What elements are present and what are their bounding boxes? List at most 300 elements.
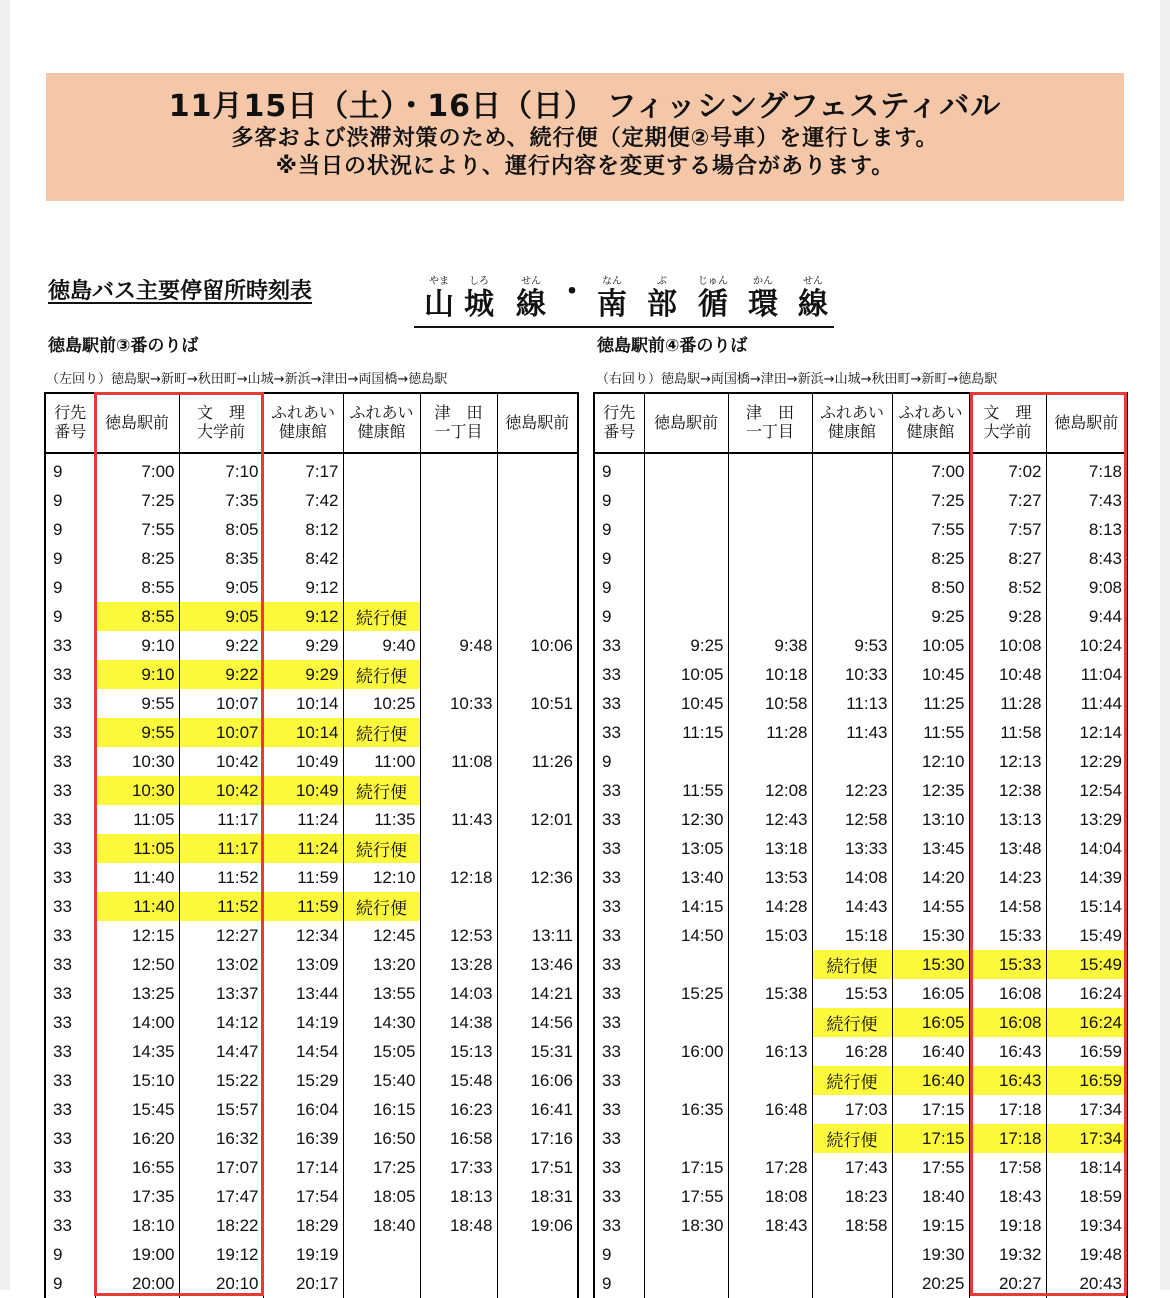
time-cell: 11:17 [179,805,263,834]
time-cell: 11:05 [95,834,179,863]
time-cell [728,747,812,776]
banner-title: 11月15日（土）・16日（日） フィッシングフェスティバル [168,89,1002,124]
time-cell: 10:08 [969,631,1046,660]
route-title-char: ぶ 部 [647,276,677,322]
time-cell [420,1269,497,1298]
time-cell: 11:58 [969,718,1046,747]
time-cell [420,486,497,515]
time-cell [420,573,497,602]
table-row [45,1008,578,1037]
time-cell: 18:14 [1046,1153,1127,1182]
time-cell [420,718,497,747]
route-number-cell: 33 [45,1008,95,1037]
time-cell: 9:44 [1046,602,1127,631]
time-cell: 12:10 [892,747,969,776]
column-header: 徳島駅前 [1046,393,1127,453]
time-cell: 16:35 [644,1095,728,1124]
left-route-path: （左回り）徳島駅→新町→秋田町→山城→新浜→津田→両国橋→徳島駅 [46,372,448,387]
time-cell: 10:05 [892,631,969,660]
table-row [45,515,578,544]
time-cell: 7:17 [263,453,343,486]
time-cell: 13:25 [95,979,179,1008]
table-row [594,776,1127,805]
route-title-char: せん 線 [798,276,828,322]
time-cell: 13:53 [728,863,812,892]
time-cell [343,515,420,544]
table-row [45,1269,578,1298]
time-cell [420,776,497,805]
table-row [594,834,1127,863]
time-cell: 9:55 [95,718,179,747]
time-cell: 続行便 [343,834,420,863]
table-row [594,1037,1127,1066]
time-cell: 13:33 [812,834,892,863]
time-cell: 11:52 [179,863,263,892]
time-cell: 12:27 [179,921,263,950]
table-row [594,1240,1127,1269]
time-cell: 13:09 [263,950,343,979]
route-number-cell: 33 [594,631,644,660]
banner-line-2: ※当日の状況により、運行内容を変更する場合があります。 [275,154,895,179]
time-cell: 9:08 [1046,573,1127,602]
time-cell: 13:45 [892,834,969,863]
time-cell: 12:45 [343,921,420,950]
time-cell: 19:00 [95,1240,179,1269]
time-cell: 15:49 [1046,950,1127,979]
table-row [45,921,578,950]
time-cell: 14:08 [812,863,892,892]
time-cell [812,573,892,602]
table-row [45,689,578,718]
time-cell: 14:58 [969,892,1046,921]
time-cell: 11:05 [95,805,179,834]
time-cell: 17:25 [343,1153,420,1182]
column-header: 徳島駅前 [95,393,179,453]
route-number-cell: 33 [594,1182,644,1211]
route-number-cell: 33 [45,950,95,979]
time-cell: 9:12 [263,573,343,602]
time-cell [644,1124,728,1153]
time-cell: 16:00 [644,1037,728,1066]
time-cell: 15:45 [95,1095,179,1124]
time-cell [812,747,892,776]
time-cell: 16:08 [969,1008,1046,1037]
table-row [594,515,1127,544]
time-cell: 続行便 [812,1008,892,1037]
timetable-left [44,392,579,1298]
column-header: 津 田 一丁目 [420,393,497,453]
time-cell: 8:52 [969,573,1046,602]
route-number-cell: 9 [594,602,644,631]
time-cell [497,573,578,602]
route-number-cell: 9 [45,1269,95,1298]
time-cell: 13:44 [263,979,343,1008]
time-cell: 9:22 [179,660,263,689]
time-cell [812,453,892,486]
time-cell [728,515,812,544]
route-title-char: なん 南 [597,276,627,322]
table-row [45,718,578,747]
time-cell: 17:54 [263,1182,343,1211]
table-row [45,631,578,660]
route-number-cell: 9 [594,1240,644,1269]
time-cell: 11:55 [892,718,969,747]
route-number-cell: 33 [594,950,644,979]
route-number-cell: 33 [594,1066,644,1095]
table-row [45,979,578,1008]
route-number-cell: 33 [45,718,95,747]
route-number-cell: 33 [594,776,644,805]
time-cell: 9:25 [644,631,728,660]
time-cell: 13:46 [497,950,578,979]
time-cell: 10:42 [179,747,263,776]
time-cell: 16:13 [728,1037,812,1066]
time-cell: 16:59 [1046,1066,1127,1095]
time-cell: 13:28 [420,950,497,979]
column-header: 行先 番号 [594,393,644,453]
route-number-cell: 9 [45,1240,95,1269]
time-cell: 10:07 [179,689,263,718]
time-cell: 11:40 [95,863,179,892]
time-cell: 7:00 [892,453,969,486]
time-cell: 14:03 [420,979,497,1008]
time-cell: 7:02 [969,453,1046,486]
time-cell: 16:58 [420,1124,497,1153]
table-row [594,950,1127,979]
document-title: 徳島バス主要停留所時刻表 [48,279,313,304]
time-cell: 17:34 [1046,1124,1127,1153]
time-cell: 14:00 [95,1008,179,1037]
table-row [594,921,1127,950]
time-cell: 14:19 [263,1008,343,1037]
time-cell: 15:13 [420,1037,497,1066]
route-number-cell: 33 [45,1095,95,1124]
time-cell: 10:30 [95,747,179,776]
time-cell: 17:34 [1046,1095,1127,1124]
time-cell: 9:05 [179,602,263,631]
time-cell: 7:25 [892,486,969,515]
time-cell: 16:28 [812,1037,892,1066]
page-edge-right [1160,0,1170,1290]
time-cell: 8:50 [892,573,969,602]
time-cell: 10:42 [179,776,263,805]
column-header: 津 田 一丁目 [728,393,812,453]
time-cell [728,1124,812,1153]
time-cell [644,573,728,602]
time-cell: 15:30 [892,921,969,950]
time-cell: 19:30 [892,1240,969,1269]
time-cell: 15:48 [420,1066,497,1095]
table-row [45,573,578,602]
time-cell [728,1240,812,1269]
time-cell: 13:29 [1046,805,1127,834]
route-number-cell: 33 [594,1211,644,1240]
time-cell: 17:55 [644,1182,728,1211]
table-row [45,1211,578,1240]
time-cell: 12:35 [892,776,969,805]
time-cell [812,515,892,544]
time-cell: 17:47 [179,1182,263,1211]
route-number-cell: 33 [45,689,95,718]
time-cell: 続行便 [343,718,420,747]
time-cell: 12:38 [969,776,1046,805]
time-cell: 14:43 [812,892,892,921]
time-cell: 15:29 [263,1066,343,1095]
time-cell: 7:55 [95,515,179,544]
time-cell: 11:44 [1046,689,1127,718]
time-cell [343,1269,420,1298]
column-header: 行先 番号 [45,393,95,453]
time-cell: 17:18 [969,1124,1046,1153]
time-cell: 8:27 [969,544,1046,573]
time-cell: 10:48 [969,660,1046,689]
route-number-cell: 33 [45,921,95,950]
route-number-cell: 33 [45,1037,95,1066]
route-number-cell: 33 [45,1182,95,1211]
time-cell: 15:18 [812,921,892,950]
time-cell: 7:35 [179,486,263,515]
time-cell: 9:53 [812,631,892,660]
time-cell: 16:40 [892,1066,969,1095]
time-cell: 16:04 [263,1095,343,1124]
table-row [594,486,1127,515]
time-cell [728,1008,812,1037]
time-cell [728,602,812,631]
time-cell: 10:33 [420,689,497,718]
time-cell: 20:17 [263,1269,343,1298]
time-cell: 18:58 [812,1211,892,1240]
time-cell: 9:48 [420,631,497,660]
time-cell: 16:50 [343,1124,420,1153]
time-cell: 12:58 [812,805,892,834]
table-row [594,631,1127,660]
time-cell: 15:14 [1046,892,1127,921]
table-row [45,1153,578,1182]
table-row [594,573,1127,602]
route-number-cell: 33 [594,1037,644,1066]
time-cell: 11:26 [497,747,578,776]
time-cell: 19:34 [1046,1211,1127,1240]
time-cell [343,453,420,486]
time-cell [497,660,578,689]
time-cell: 18:22 [179,1211,263,1240]
time-cell: 20:00 [95,1269,179,1298]
route-number-cell: 9 [45,486,95,515]
time-cell: 続行便 [343,660,420,689]
time-cell: 11:40 [95,892,179,921]
time-cell: 18:40 [892,1182,969,1211]
time-cell: 20:43 [1046,1269,1127,1298]
table-row [594,1095,1127,1124]
column-header: 文 理 大学前 [969,393,1046,453]
time-cell: 14:54 [263,1037,343,1066]
time-cell [812,544,892,573]
time-cell: 14:56 [497,1008,578,1037]
route-number-cell: 33 [594,1124,644,1153]
time-cell: 続行便 [812,1066,892,1095]
time-cell: 14:20 [892,863,969,892]
time-cell: 11:59 [263,892,343,921]
time-cell [420,453,497,486]
time-cell [420,1240,497,1269]
time-cell: 8:13 [1046,515,1127,544]
route-number-cell: 9 [594,1269,644,1298]
time-cell: 16:32 [179,1124,263,1153]
route-number-cell: 33 [45,776,95,805]
time-cell: 9:10 [95,660,179,689]
time-cell: 18:23 [812,1182,892,1211]
route-number-cell: 33 [594,1153,644,1182]
time-cell: 11:43 [812,718,892,747]
time-cell: 17:03 [812,1095,892,1124]
table-row [45,544,578,573]
time-cell [497,892,578,921]
time-cell: 17:51 [497,1153,578,1182]
time-cell: 13:11 [497,921,578,950]
time-cell [728,950,812,979]
column-header: 徳島駅前 [644,393,728,453]
time-cell: 7:00 [95,453,179,486]
route-number-cell: 9 [45,453,95,486]
time-cell: 12:50 [95,950,179,979]
route-title-char: せん 線 [516,276,546,322]
column-header: 徳島駅前 [497,393,578,453]
time-cell: 18:10 [95,1211,179,1240]
time-cell: 11:28 [969,689,1046,718]
table-row [45,1037,578,1066]
time-cell: 8:55 [95,602,179,631]
notice-banner [46,73,1124,201]
route-number-cell: 33 [45,892,95,921]
time-cell: 14:23 [969,863,1046,892]
route-number-cell: 33 [594,1095,644,1124]
table-row [594,892,1127,921]
route-title-char: じゅん 循 [698,276,728,322]
time-cell: 13:18 [728,834,812,863]
left-boarding-label: 徳島駅前③番のりば [48,336,199,356]
time-cell: 16:24 [1046,1008,1127,1037]
time-cell: 20:10 [179,1269,263,1298]
time-cell: 17:35 [95,1182,179,1211]
time-cell: 14:38 [420,1008,497,1037]
time-cell: 18:40 [343,1211,420,1240]
timetable-right [593,392,1128,1298]
route-number-cell: 33 [594,718,644,747]
time-cell [343,1240,420,1269]
time-cell [420,660,497,689]
table-row [594,544,1127,573]
table-row [594,718,1127,747]
route-number-cell: 9 [45,573,95,602]
time-cell: 17:33 [420,1153,497,1182]
time-cell: 17:15 [644,1153,728,1182]
time-cell: 19:48 [1046,1240,1127,1269]
table-row [594,979,1127,1008]
time-cell: 10:06 [497,631,578,660]
time-cell: 9:29 [263,631,343,660]
time-cell: 15:25 [644,979,728,1008]
time-cell: 13:13 [969,805,1046,834]
time-cell [497,515,578,544]
time-cell: 14:30 [343,1008,420,1037]
route-number-cell: 33 [45,834,95,863]
table-row [45,1095,578,1124]
time-cell: 続行便 [812,1124,892,1153]
time-cell: 7:18 [1046,453,1127,486]
time-cell: 14:47 [179,1037,263,1066]
time-cell: 16:08 [969,979,1046,1008]
time-cell [644,1240,728,1269]
time-cell [728,573,812,602]
route-number-cell: 33 [594,689,644,718]
route-number-cell: 33 [594,660,644,689]
time-cell [343,573,420,602]
time-cell: 10:33 [812,660,892,689]
table-row [45,1182,578,1211]
table-row [45,1240,578,1269]
route-title-char: かん 環 [748,276,778,322]
time-cell: 15:05 [343,1037,420,1066]
time-cell: 16:24 [1046,979,1127,1008]
time-cell: 18:08 [728,1182,812,1211]
route-number-cell: 33 [594,892,644,921]
time-cell: 14:04 [1046,834,1127,863]
time-cell: 15:40 [343,1066,420,1095]
table-row [45,776,578,805]
time-cell: 7:27 [969,486,1046,515]
table-row [594,747,1127,776]
route-title-char: しろ 城 [464,276,494,322]
time-cell [812,486,892,515]
time-cell: 9:55 [95,689,179,718]
time-cell: 12:30 [644,805,728,834]
time-cell: 9:22 [179,631,263,660]
time-cell: 13:10 [892,805,969,834]
time-cell: 18:05 [343,1182,420,1211]
time-cell: 16:05 [892,1008,969,1037]
route-number-cell: 9 [45,544,95,573]
column-header: ふれあい 健康館 [263,393,343,453]
time-cell: 9:25 [892,602,969,631]
time-cell: 11:24 [263,834,343,863]
table-row [45,1066,578,1095]
route-number-cell: 33 [45,863,95,892]
page-edge-left [0,0,10,1290]
time-cell: 10:14 [263,689,343,718]
time-cell: 8:43 [1046,544,1127,573]
route-number-cell: 9 [594,486,644,515]
table-row [594,1182,1127,1211]
time-cell: 15:49 [1046,921,1127,950]
time-cell: 続行便 [343,776,420,805]
time-cell: 13:40 [644,863,728,892]
time-cell [644,747,728,776]
time-cell: 10:30 [95,776,179,805]
time-cell [728,544,812,573]
time-cell: 12:43 [728,805,812,834]
time-cell: 11:43 [420,805,497,834]
time-cell: 15:10 [95,1066,179,1095]
time-cell: 18:48 [420,1211,497,1240]
table-row [594,1269,1127,1298]
time-cell: 17:15 [892,1124,969,1153]
time-cell: 16:40 [892,1037,969,1066]
time-cell: 9:29 [263,660,343,689]
time-cell: 14:55 [892,892,969,921]
time-cell: 8:55 [95,573,179,602]
time-cell: 10:49 [263,747,343,776]
time-cell: 15:53 [812,979,892,1008]
